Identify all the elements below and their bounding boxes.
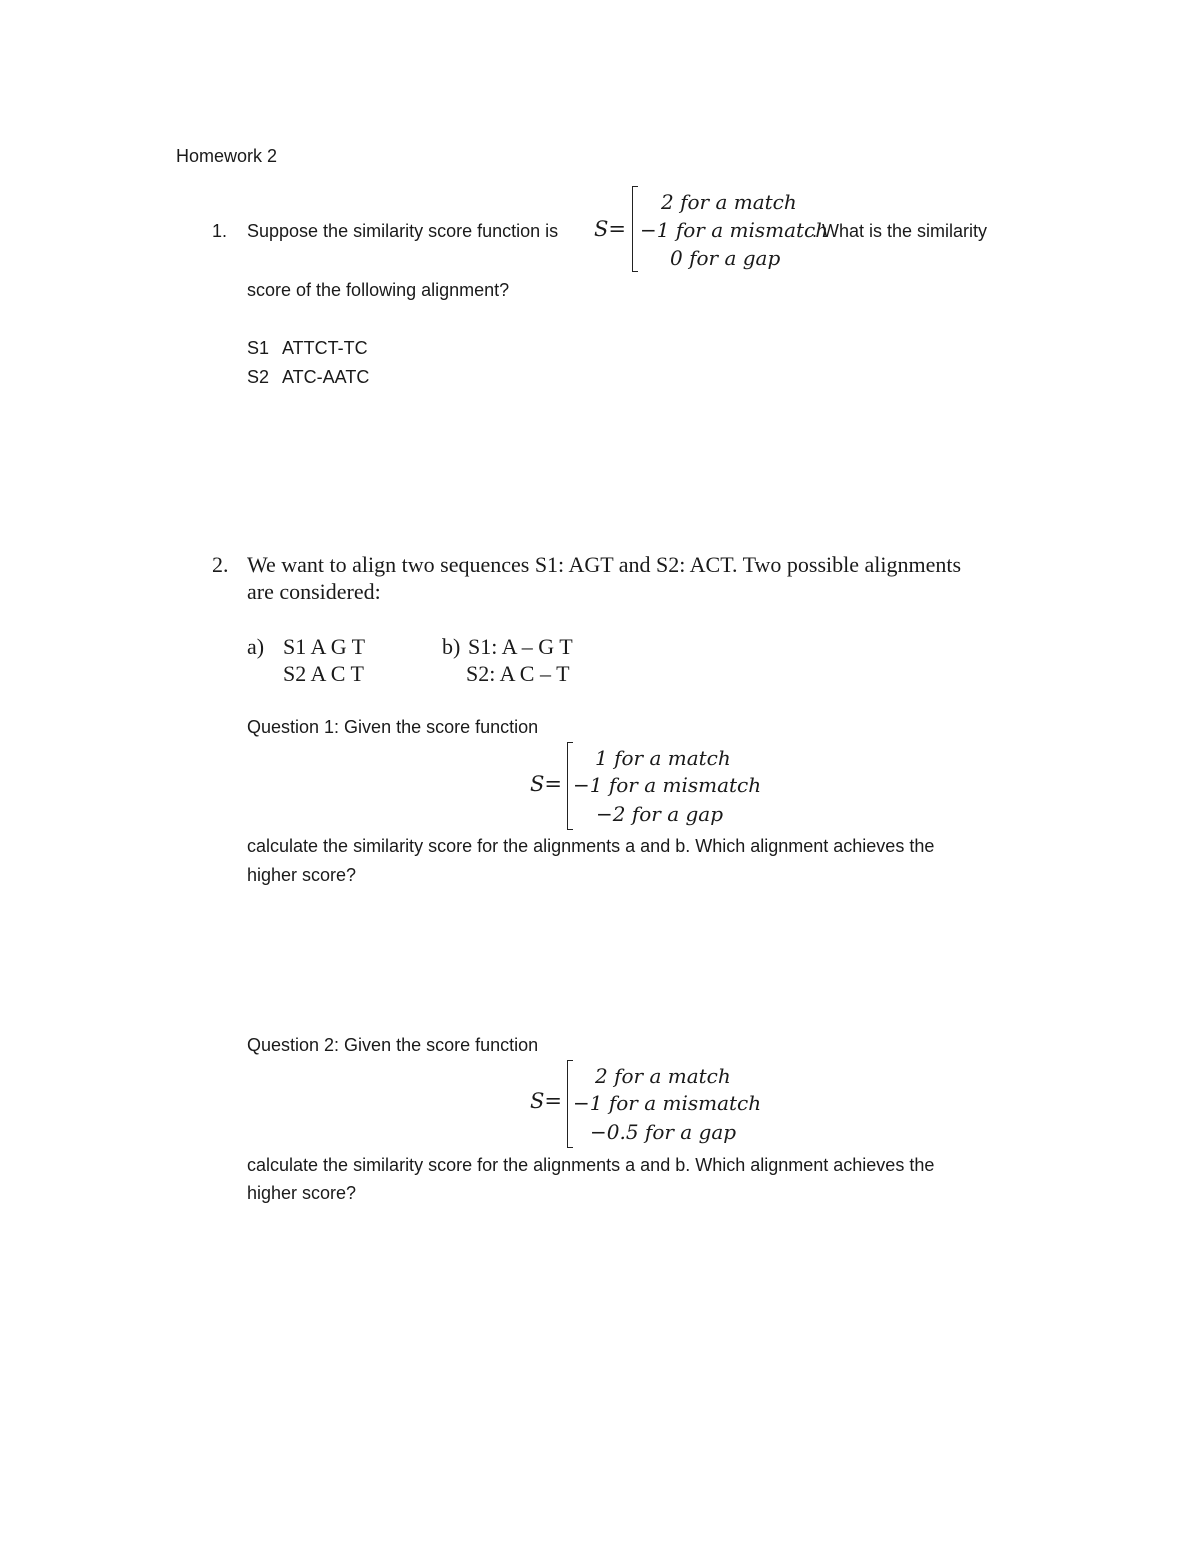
score-case-match: 1 for a match [595,746,731,770]
question-continuation: score of the following alignment? [247,280,510,300]
subquestion-title: Question 2: Given the score function [247,1035,539,1055]
score-case-gap: 0 for a gap [670,246,781,270]
piecewise-brace [567,742,568,830]
page-title: Homework 2 [176,146,278,166]
alignment-a-row: S2 A C T [283,661,364,686]
alignment-b-row: S1: A – G T [468,634,573,659]
question-number: 2. [212,552,229,577]
piecewise-brace [632,186,633,272]
subquestion-title: Question 1: Given the score function [247,717,539,737]
alignment-a-label: a) [247,634,265,659]
sequence-value: ATC-AATC [282,367,370,387]
question-text: Suppose the similarity score function is [247,221,559,241]
subquestion-text: calculate the similarity score for the alignments a and b. Which alignment achieves the [247,1155,935,1175]
question-number: 1. [212,221,228,241]
question-text-suffix: . What is the similarity [812,221,988,241]
subquestion-text: higher score? [247,1183,357,1203]
question-text: are considered: [247,579,381,604]
score-function-label: S= [530,1089,562,1113]
score-case-mismatch: −1 for a mismatch [573,1091,762,1115]
score-case-match: 2 for a match [661,190,797,214]
subquestion-text: higher score? [247,865,357,885]
sequence-label: S1 [247,338,270,358]
score-case-gap: −0.5 for a gap [590,1120,737,1144]
score-function-label: S= [530,772,562,796]
subquestion-text: calculate the similarity score for the alignments a and b. Which alignment achieves the [247,836,935,856]
alignment-a-row: S1 A G T [283,634,366,659]
alignment-b-row: S2: A C – T [466,661,570,686]
score-case-match: 2 for a match [595,1064,731,1088]
score-function-label: S= [594,217,626,241]
alignment-b-label: b) [442,634,461,659]
question-text: We want to align two sequences S1: AGT and S2: ACT. Two possible alignments [247,552,962,577]
piecewise-brace [567,1060,568,1148]
score-case-gap: −2 for a gap [596,802,724,826]
score-case-mismatch: −1 for a mismatch [640,218,829,242]
score-case-mismatch: −1 for a mismatch [573,773,762,797]
sequence-value: ATTCT-TC [282,338,368,358]
sequence-label: S2 [247,367,270,387]
